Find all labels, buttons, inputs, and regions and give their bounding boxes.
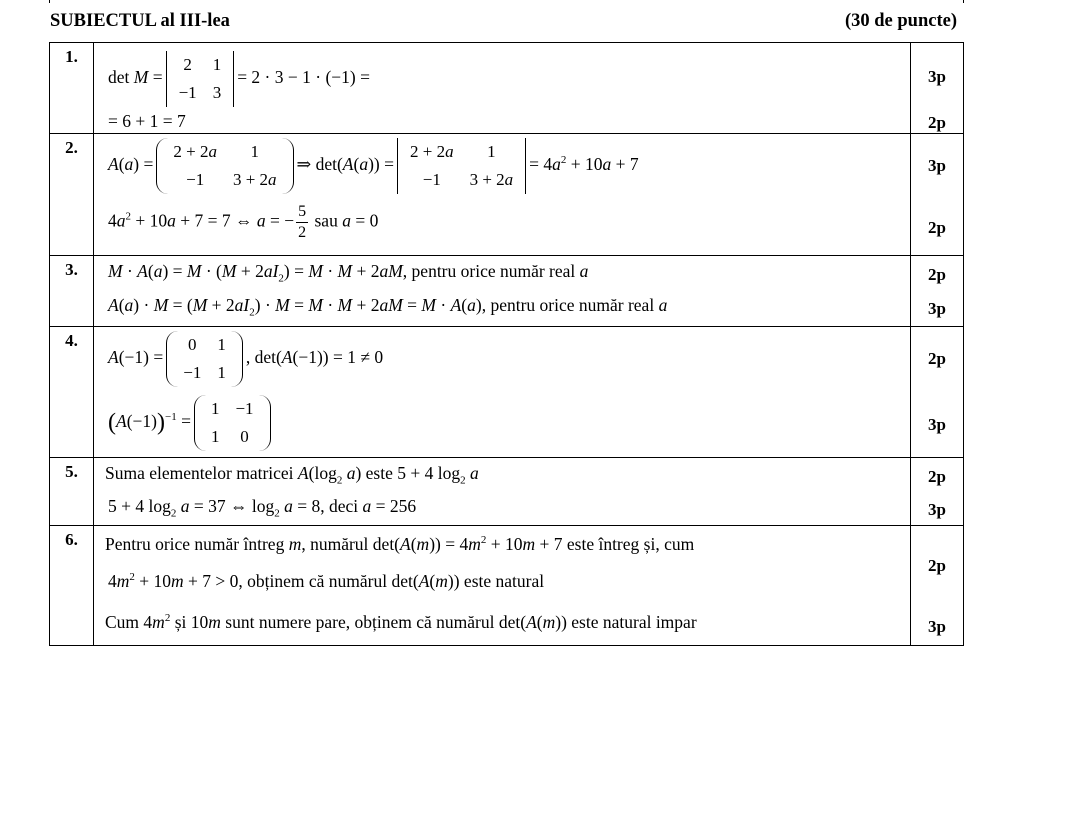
item-6-points-1: 2p [928, 556, 946, 575]
item-2-points-2: 2p [928, 218, 946, 237]
item-row-4 [49, 326, 964, 457]
item-1-points-2: 2p [928, 113, 946, 132]
section-title: SUBIECTUL al III-lea [50, 11, 230, 31]
item-5-points-2: 3p [928, 500, 946, 519]
page-edge-mark [49, 0, 50, 3]
item-5-line-1: Suma elementelor matricei $A(\log_2$ a) este 5 + 4 $\log_2 a$ [105, 463, 479, 487]
item-5-line-2: 5 + 4 $\log_2 a = 37$ ⇔ $\log_2 a = 8$, deci a = 256 [108, 496, 417, 520]
page-edge-mark [963, 0, 964, 3]
item-1-points-1: 3p [928, 67, 946, 86]
item-1-line-1: det M = 2 1 −1 3 = 2 · 3 − 1 · (−1) = [108, 51, 370, 107]
item-row-2 [49, 133, 964, 255]
item-row-3 [49, 255, 964, 326]
item-5-points-1: 2p [928, 467, 946, 486]
item-number: 6. [50, 526, 94, 645]
item-2-line-2: $4a^2 + 10a + 7 = 7$ ⇔ a = − $\frac{5}{2}$ sau a = 0 [108, 203, 379, 241]
item-2-points-1: 3p [928, 156, 946, 175]
item-3-line-1: $M \cdot A(a) = M \cdot (M + 2aI_2) = M \cdot M + 2aM$, pentru orice număr real a [108, 261, 589, 285]
item-3-points-1: 2p [928, 265, 946, 284]
points-column [910, 327, 963, 457]
item-number: 3. [50, 256, 94, 326]
item-2-line-1: A(a) = 2 + 2a 1 −1 3 + 2a ⇒ det(A(a)) = 2 + 2a 1 −1 3 + 2a = $4a^2 + 10a + 7$ [108, 138, 639, 194]
section-points: (30 de puncte) [844, 11, 957, 31]
item-6-line-2: $4m^2 + 10m + 7 > 0$, obținem că numărul det(A(m)) este natural [108, 571, 545, 591]
item-number: 4. [50, 327, 94, 457]
item-row-6 [49, 525, 964, 646]
item-number: 2. [50, 134, 94, 255]
item-4-points-1: 2p [928, 349, 946, 368]
section-header [50, 11, 957, 35]
item-row-1 [49, 42, 964, 133]
item-6-line-1: Pentru orice număr întreg m, numărul $\det(A(m)) = 4m^2 + 10m + 7$ este întreg și, cum [105, 534, 695, 554]
grading-table [49, 42, 964, 646]
item-4-line-1: A(−1) = 0 1 −1 1 , det(A(−1)) = 1 ≠ 0 [108, 331, 383, 387]
item-1-line-2: = 6 + 1 = 7 [108, 111, 186, 131]
item-number: 1. [50, 43, 94, 133]
item-4-line-2: $(A(-1))^{-1}$ = 1 −1 1 0 [108, 395, 274, 451]
item-3-points-2: 3p [928, 299, 946, 318]
item-row-5 [49, 457, 964, 525]
item-4-points-2: 3p [928, 415, 946, 434]
sau-word: sau [310, 210, 343, 231]
item-3-line-2: $A(a) \cdot M = (M + 2aI_2) \cdot M = M \cdot M + 2aM = M \cdot A(a)$, pentru orice număr real a [108, 295, 668, 319]
item-number: 5. [50, 458, 94, 525]
item-6-line-3: Cum $4m^2$ și 10m sunt numere pare, obținem că numărul det(A(m)) este natural impar [105, 612, 697, 632]
item-6-points-2: 3p [928, 617, 946, 636]
